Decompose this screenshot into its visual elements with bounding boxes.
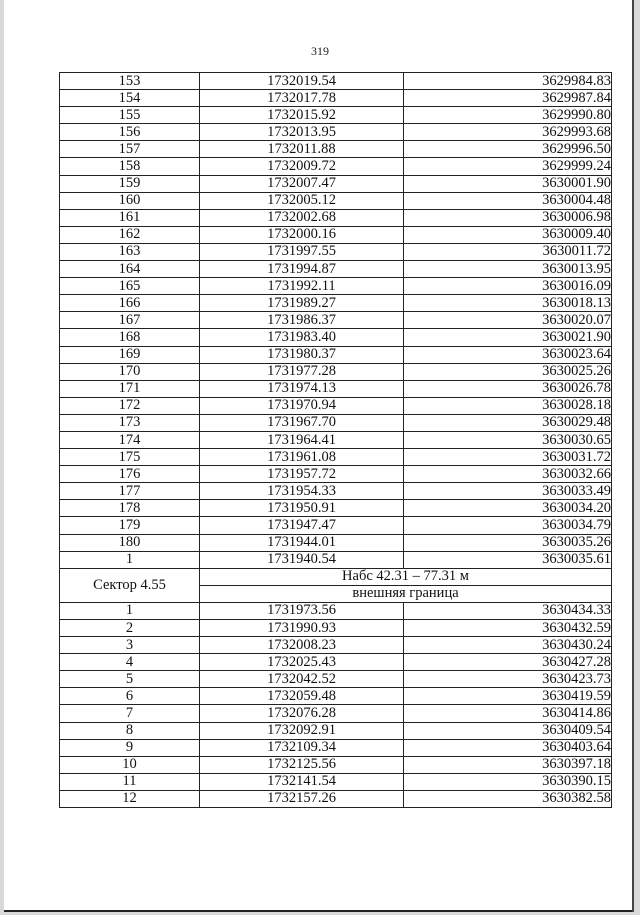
x-coordinate: 1732025.43 — [200, 654, 404, 671]
point-number: 153 — [60, 73, 200, 90]
point-number: 155 — [60, 107, 200, 124]
x-coordinate: 1732002.68 — [200, 209, 404, 226]
y-coordinate: 3630432.59 — [404, 620, 612, 637]
y-coordinate: 3630004.48 — [404, 192, 612, 209]
table-row — [60, 295, 612, 312]
y-coordinate: 3630018.13 — [404, 295, 612, 312]
table-row — [60, 107, 612, 124]
x-coordinate: 1731957.72 — [200, 466, 404, 483]
point-number: 10 — [60, 756, 200, 773]
table-row — [60, 602, 612, 619]
table-row — [60, 243, 612, 260]
point-number: 169 — [60, 346, 200, 363]
x-coordinate: 1731940.54 — [200, 551, 404, 568]
y-coordinate: 3630414.86 — [404, 705, 612, 722]
coordinates-table — [59, 72, 612, 808]
x-coordinate: 1731986.37 — [200, 312, 404, 329]
table-row — [60, 449, 612, 466]
table-row — [60, 517, 612, 534]
y-coordinate: 3630013.95 — [404, 261, 612, 278]
x-coordinate: 1731997.55 — [200, 243, 404, 260]
point-number: 180 — [60, 534, 200, 551]
table-row — [60, 175, 612, 192]
height-range: Набс 42.31 – 77.31 м — [200, 568, 612, 585]
boundary-label: внешняя граница — [200, 585, 612, 602]
table-row — [60, 688, 612, 705]
point-number: 9 — [60, 739, 200, 756]
y-coordinate: 3629987.84 — [404, 90, 612, 107]
table-row — [60, 73, 612, 90]
point-number: 177 — [60, 483, 200, 500]
sector-header — [60, 568, 612, 602]
x-coordinate: 1732109.34 — [200, 739, 404, 756]
y-coordinate: 3630423.73 — [404, 671, 612, 688]
page-bottom-edge — [4, 910, 632, 912]
x-coordinate: 1731973.56 — [200, 602, 404, 619]
x-coordinate: 1731994.87 — [200, 261, 404, 278]
y-coordinate: 3630009.40 — [404, 226, 612, 243]
point-number: 163 — [60, 243, 200, 260]
x-coordinate: 1731967.70 — [200, 414, 404, 431]
table-row — [60, 158, 612, 175]
x-coordinate: 1731989.27 — [200, 295, 404, 312]
y-coordinate: 3630397.18 — [404, 756, 612, 773]
y-coordinate: 3630028.18 — [404, 397, 612, 414]
table-row — [60, 278, 612, 295]
table-row — [60, 363, 612, 380]
table-row — [60, 790, 612, 807]
point-number: 6 — [60, 688, 200, 705]
point-number: 172 — [60, 397, 200, 414]
table-row — [60, 739, 612, 756]
y-coordinate: 3630006.98 — [404, 209, 612, 226]
y-coordinate: 3630035.26 — [404, 534, 612, 551]
x-coordinate: 1732009.72 — [200, 158, 404, 175]
x-coordinate: 1732005.12 — [200, 192, 404, 209]
point-number: 4 — [60, 654, 200, 671]
sector-label: Сектор 4.55 — [60, 568, 200, 602]
x-coordinate: 1731964.41 — [200, 431, 404, 448]
y-coordinate: 3630020.07 — [404, 312, 612, 329]
x-coordinate: 1732076.28 — [200, 705, 404, 722]
x-coordinate: 1732015.92 — [200, 107, 404, 124]
table-row — [60, 397, 612, 414]
table-row — [60, 329, 612, 346]
y-coordinate: 3629984.83 — [404, 73, 612, 90]
y-coordinate: 3630026.78 — [404, 380, 612, 397]
x-coordinate: 1732008.23 — [200, 637, 404, 654]
point-number: 3 — [60, 637, 200, 654]
point-number: 167 — [60, 312, 200, 329]
page-edge — [632, 0, 634, 912]
point-number: 8 — [60, 722, 200, 739]
y-coordinate: 3630382.58 — [404, 790, 612, 807]
y-coordinate: 3630430.24 — [404, 637, 612, 654]
table-row — [60, 671, 612, 688]
table-row — [60, 141, 612, 158]
x-coordinate: 1732017.78 — [200, 90, 404, 107]
x-coordinate: 1731970.94 — [200, 397, 404, 414]
x-coordinate: 1732019.54 — [200, 73, 404, 90]
point-number: 164 — [60, 261, 200, 278]
y-coordinate: 3630023.64 — [404, 346, 612, 363]
page-number: 319 — [311, 44, 329, 58]
x-coordinate: 1731990.93 — [200, 620, 404, 637]
table-row — [60, 756, 612, 773]
x-coordinate: 1732092.91 — [200, 722, 404, 739]
y-coordinate: 3630016.09 — [404, 278, 612, 295]
point-number: 2 — [60, 620, 200, 637]
x-coordinate: 1731983.40 — [200, 329, 404, 346]
x-coordinate: 1732059.48 — [200, 688, 404, 705]
table-body-after — [60, 602, 612, 807]
x-coordinate: 1732007.47 — [200, 175, 404, 192]
y-coordinate: 3630033.49 — [404, 483, 612, 500]
point-number: 158 — [60, 158, 200, 175]
y-coordinate: 3630434.33 — [404, 602, 612, 619]
x-coordinate: 1732000.16 — [200, 226, 404, 243]
table-row — [60, 773, 612, 790]
point-number: 166 — [60, 295, 200, 312]
x-coordinate: 1731950.91 — [200, 500, 404, 517]
x-coordinate: 1731954.33 — [200, 483, 404, 500]
point-number: 12 — [60, 790, 200, 807]
point-number: 1 — [60, 602, 200, 619]
table-row — [60, 705, 612, 722]
x-coordinate: 1732011.88 — [200, 141, 404, 158]
table-row — [60, 226, 612, 243]
x-coordinate: 1731961.08 — [200, 449, 404, 466]
point-number: 161 — [60, 209, 200, 226]
point-number: 168 — [60, 329, 200, 346]
table-row — [60, 346, 612, 363]
y-coordinate: 3630031.72 — [404, 449, 612, 466]
table-row — [60, 209, 612, 226]
table-row — [60, 654, 612, 671]
table-row — [60, 534, 612, 551]
y-coordinate: 3630029.48 — [404, 414, 612, 431]
y-coordinate: 3629996.50 — [404, 141, 612, 158]
table-row — [60, 192, 612, 209]
point-number: 7 — [60, 705, 200, 722]
y-coordinate: 3630030.65 — [404, 431, 612, 448]
point-number: 11 — [60, 773, 200, 790]
point-number: 5 — [60, 671, 200, 688]
x-coordinate: 1732141.54 — [200, 773, 404, 790]
point-number: 179 — [60, 517, 200, 534]
y-coordinate: 3630403.64 — [404, 739, 612, 756]
table-row — [60, 637, 612, 654]
y-coordinate: 3629993.68 — [404, 124, 612, 141]
table-row — [60, 466, 612, 483]
point-number: 176 — [60, 466, 200, 483]
point-number: 173 — [60, 414, 200, 431]
y-coordinate: 3630409.54 — [404, 722, 612, 739]
table-row — [60, 124, 612, 141]
point-number: 157 — [60, 141, 200, 158]
y-coordinate: 3630427.28 — [404, 654, 612, 671]
point-number: 156 — [60, 124, 200, 141]
table-row — [60, 431, 612, 448]
point-number: 160 — [60, 192, 200, 209]
y-coordinate: 3630001.90 — [404, 175, 612, 192]
y-coordinate: 3629999.24 — [404, 158, 612, 175]
x-coordinate: 1731947.47 — [200, 517, 404, 534]
y-coordinate: 3630032.66 — [404, 466, 612, 483]
y-coordinate: 3630034.79 — [404, 517, 612, 534]
point-number: 178 — [60, 500, 200, 517]
point-number: 170 — [60, 363, 200, 380]
table-row — [60, 500, 612, 517]
x-coordinate: 1732125.56 — [200, 756, 404, 773]
table-row — [60, 551, 612, 568]
point-number: 154 — [60, 90, 200, 107]
table-row — [60, 261, 612, 278]
table-row — [60, 620, 612, 637]
x-coordinate: 1732042.52 — [200, 671, 404, 688]
table-body-before — [60, 73, 612, 569]
point-number: 174 — [60, 431, 200, 448]
point-number: 1 — [60, 551, 200, 568]
y-coordinate: 3630011.72 — [404, 243, 612, 260]
table-row — [60, 722, 612, 739]
point-number: 162 — [60, 226, 200, 243]
point-number: 171 — [60, 380, 200, 397]
x-coordinate: 1731944.01 — [200, 534, 404, 551]
x-coordinate: 1732157.26 — [200, 790, 404, 807]
table-row — [60, 380, 612, 397]
table-row — [60, 483, 612, 500]
y-coordinate: 3630025.26 — [404, 363, 612, 380]
x-coordinate: 1731992.11 — [200, 278, 404, 295]
point-number: 165 — [60, 278, 200, 295]
y-coordinate: 3630021.90 — [404, 329, 612, 346]
x-coordinate: 1732013.95 — [200, 124, 404, 141]
y-coordinate: 3630419.59 — [404, 688, 612, 705]
table-row — [60, 312, 612, 329]
y-coordinate: 3630034.20 — [404, 500, 612, 517]
x-coordinate: 1731977.28 — [200, 363, 404, 380]
sector-header-row — [60, 568, 612, 585]
point-number: 175 — [60, 449, 200, 466]
x-coordinate: 1731980.37 — [200, 346, 404, 363]
y-coordinate: 3629990.80 — [404, 107, 612, 124]
y-coordinate: 3630390.15 — [404, 773, 612, 790]
table-row — [60, 414, 612, 431]
y-coordinate: 3630035.61 — [404, 551, 612, 568]
x-coordinate: 1731974.13 — [200, 380, 404, 397]
table-row — [60, 90, 612, 107]
point-number: 159 — [60, 175, 200, 192]
